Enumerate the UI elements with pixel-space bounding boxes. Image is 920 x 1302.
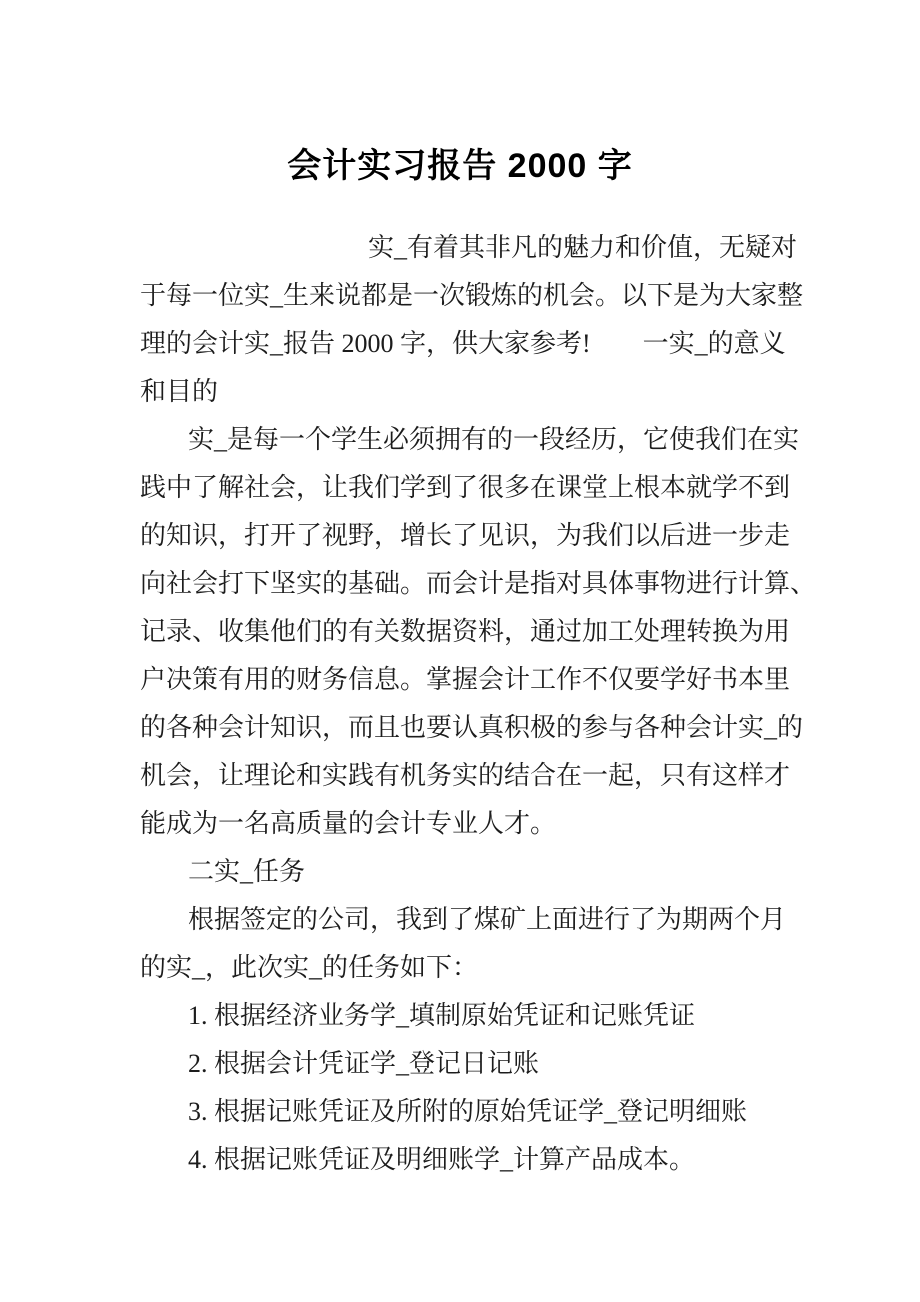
text-line: 机会，让理论和实践有机务实的结合在一起，只有这样才 [140, 761, 791, 790]
document-body [140, 224, 817, 1184]
paragraph-meaning-purpose [140, 416, 817, 848]
text-line: 能成为一名高质量的会计专业人才。 [140, 809, 557, 838]
text-line: 根据签定的公司，我到了煤矿上面进行了为期两个月 [188, 905, 787, 934]
paragraph-task-heading [140, 848, 800, 896]
text-line: 于每一位实_生来说都是一次锻炼的机会。以下是为大家整 [140, 281, 804, 310]
text-line: 践中了解社会，让我们学到了很多在课堂上根本就学不到 [140, 473, 791, 502]
text-line: 向社会打下坚实的基础。而会计是指对具体事物进行计算、 [140, 569, 817, 598]
paragraph-intro [140, 224, 804, 416]
text-line: 的实_，此次实_的任务如下： [140, 953, 479, 982]
task-list [140, 992, 800, 1184]
text-line: 和目的 [140, 377, 219, 406]
paragraph-task-intro [140, 896, 800, 992]
list-item: 1. 根据经济业务学_填制原始凭证和记账凭证 [188, 1001, 696, 1030]
list-item: 2. 根据会计凭证学_登记日记账 [188, 1049, 540, 1078]
text-line: 的知识，打开了视野，增长了见识，为我们以后进一步走 [140, 521, 791, 550]
text-line: 实_有着其非凡的魅力和价值，无疑对 [368, 233, 798, 262]
document-title: 会计实习报告 2000 字 [287, 147, 633, 185]
text-line: 户决策有用的财务信息。掌握会计工作不仅要学好书本里 [140, 665, 791, 694]
text-line: 记录、收集他们的有关数据资料，通过加工处理转换为用 [140, 617, 791, 646]
text-line: 实_是每一个学生必须拥有的一段经历，它使我们在实 [188, 425, 800, 454]
list-item: 4. 根据记账凭证及明细账学_计算产品成本。 [188, 1145, 696, 1174]
text-line: 的各种会计知识，而且也要认真积极的参与各种会计实_的 [140, 713, 804, 742]
text-line: 二实_任务 [188, 857, 306, 886]
text-line: 理的会计实_报告 2000 字，供大家参考! 一实_的意义 [140, 329, 786, 358]
list-item: 3. 根据记账凭证及所附的原始凭证学_登记明细账 [188, 1097, 748, 1126]
